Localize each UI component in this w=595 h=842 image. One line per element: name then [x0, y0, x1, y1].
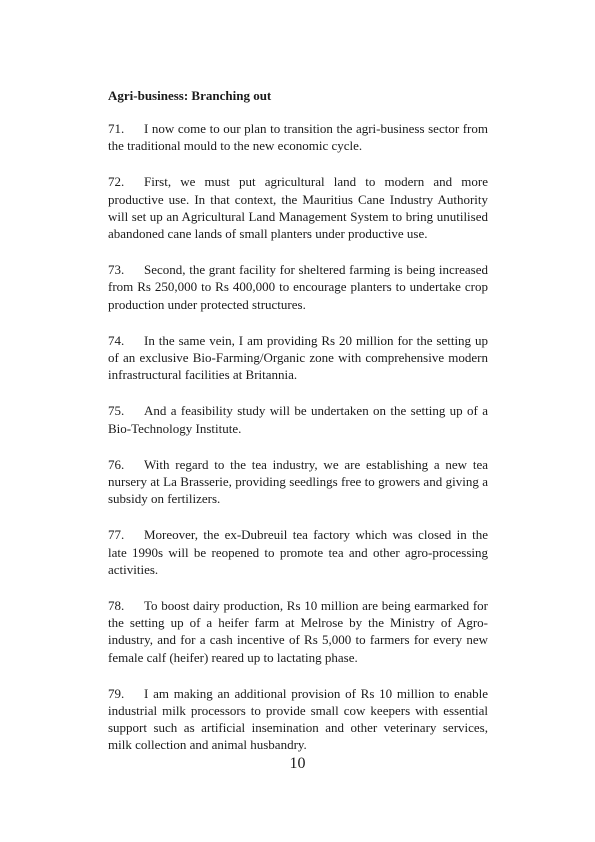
paragraph-text: First, we must put agricultural land to modern and more productive use. In that context, the Mauritius Cane Industry Authority will set up an Agricultural Land Management System to bring unutilised abandoned cane lands of small planters under productive use.	[108, 174, 488, 242]
paragraph-76	[108, 456, 488, 508]
paragraph-number: 72.	[108, 174, 125, 190]
paragraph-text: To boost dairy production, Rs 10 million are being earmarked for the setting up of a heifer farm at Melrose by the Ministry of Agro-industry, and for a cash incentive of Rs 5,000 to farmers for every new female calf (heifer) reared up to lactating phase.	[108, 598, 488, 665]
paragraph-text: In the same vein, I am providing Rs 20 million for the setting up of an exclusive Bio-Farming/Organic zone with comprehensive modern infrastructural facilities at Britannia.	[108, 332, 488, 383]
paragraph-79	[108, 685, 488, 754]
paragraph-number: 73.	[108, 262, 125, 278]
paragraph-71	[108, 120, 488, 154]
document-page	[108, 87, 488, 773]
paragraph-78	[108, 597, 488, 666]
paragraph-number: 77.	[108, 527, 125, 543]
paragraph-text: I am making an additional provision of Rs 10 million to enable industrial milk processors to provide small cow keepers with essential support such as artificial insemination and other veterinary services, milk collection and animal husbandry.	[108, 685, 488, 753]
paragraph-77	[108, 526, 488, 578]
paragraph-number: 75.	[108, 403, 125, 419]
page-number: 10	[289, 755, 306, 772]
paragraph-number: 71.	[108, 121, 125, 136]
paragraph-text: Second, the grant facility for sheltered farming is being increased from Rs 250,000 to Rs 400,000 to encourage planters to undertake crop production under protected structures.	[108, 262, 488, 312]
paragraph-text: I now come to our plan to transition the agri-business sector from the traditional mould to the new economic cycle.	[108, 121, 488, 154]
paragraph-text: Moreover, the ex-Dubreuil tea factory which was closed in the late 1990s will be reopened to promote tea and other agro-processing activities.	[108, 527, 488, 577]
paragraph-number: 74.	[108, 332, 125, 348]
paragraph-number: 78.	[108, 598, 125, 614]
paragraph-72	[108, 173, 488, 242]
paragraph-73	[108, 261, 488, 313]
paragraph-text: With regard to the tea industry, we are establishing a new tea nursery at La Brasserie, providing seedlings free to growers and giving a subsidy on fertilizers.	[108, 456, 488, 507]
paragraph-number: 76.	[108, 456, 125, 472]
paragraph-text: And a feasibility study will be undertaken on the setting up of a Bio-Technology Institute.	[108, 403, 488, 436]
paragraph-74	[108, 332, 488, 384]
paragraph-number: 79.	[108, 685, 125, 701]
paragraph-75	[108, 402, 488, 436]
section-heading: Agri-business: Branching out	[108, 88, 272, 103]
